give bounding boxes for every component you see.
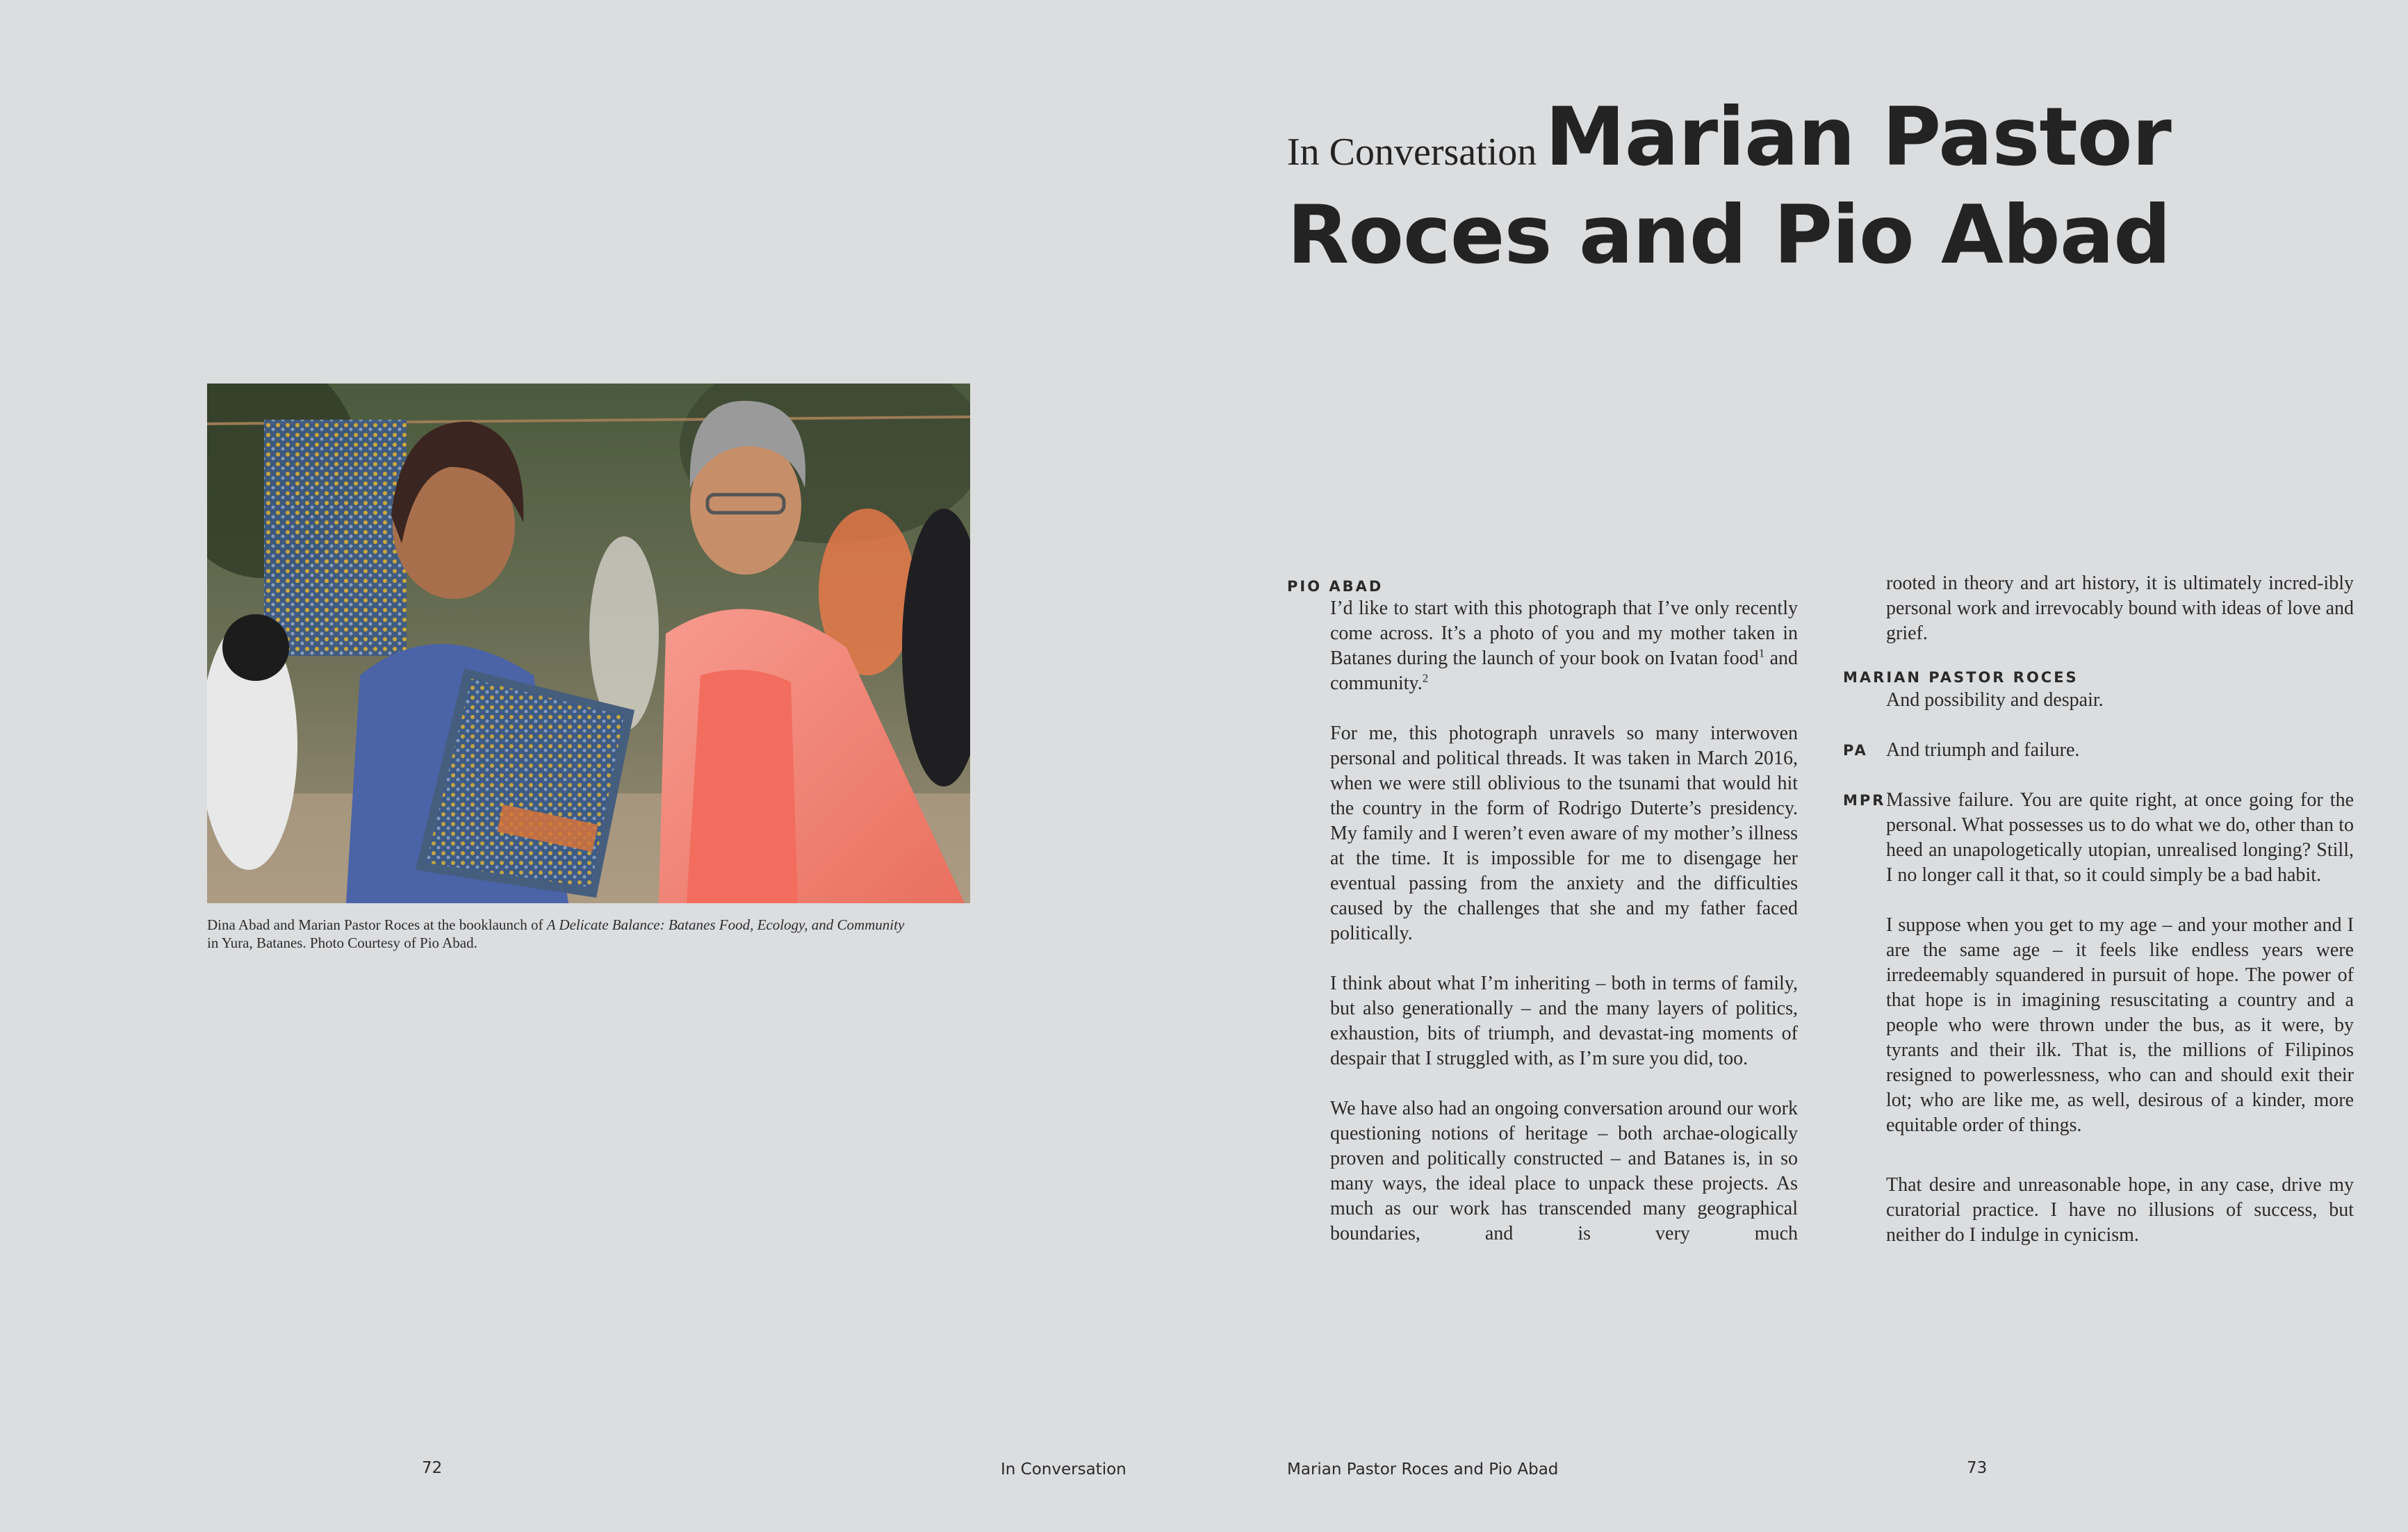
speaker-label: MARIAN PASTOR ROCES xyxy=(1843,669,2079,686)
paragraph: That desire and unreasonable hope, in any case, drive my curatorial practice. I have no illusions of success, but neither do I indulge in cynicism. xyxy=(1886,1174,2354,1246)
text-column-right xyxy=(1843,571,2354,1248)
caption-lead: Dina Abad and Marian Pastor Roces at the booklaunch of xyxy=(207,916,547,933)
footnote-marker: 1 xyxy=(1758,646,1765,660)
footer-section-label: In Conversation xyxy=(1001,1460,1127,1479)
paragraph: I suppose when you get to my age – and your mother and I are the same age – it feels like endless years were irredeemably squandered in pursuit of hope. The power of that hope is in imagining resuscitating a country and a people who were thrown under the bus, as it were, by tyrants and their ilk. That is, the millions of Filipinos resigned to powerlessness, who can and should exit their lot; who are like me, as well, desirous of a kinder, more equitable order of things. xyxy=(1886,914,2354,1136)
photo-caption xyxy=(207,916,978,952)
caption-rest: in Yura, Batanes. Photo Courtesy of Pio Abad. xyxy=(207,934,477,951)
speaker-label: MPR xyxy=(1843,792,1886,809)
footnote-marker: 2 xyxy=(1422,671,1429,685)
page-number-right: 73 xyxy=(1967,1459,1988,1477)
paragraph xyxy=(1287,596,1798,696)
paragraph: I think about what I’m inheriting – both in terms of family, but also generationally – and the many layers of politics, exhaustion, bits of triumph, and devastat-ing moments of despair that I struggled with, as I’m sure you did, too. xyxy=(1330,973,1798,1069)
title-prefix: In Conversation xyxy=(1287,131,1537,174)
article-title xyxy=(1287,90,2371,282)
paragraph: We have also had an ongoing conversation around our work questioning notions of heritage – both archae-ologically proven and politically constructed – and Batanes is, in so many ways, the ideal place to unpack these projects. As much as our work has transcended many geographical boundaries, and is very much xyxy=(1330,1098,1798,1244)
page-number-left: 72 xyxy=(422,1459,443,1477)
paragraph: And possibility and despair. xyxy=(1886,689,2104,711)
text-column-left xyxy=(1287,577,1798,1246)
speaker-label: PA xyxy=(1843,742,1868,759)
paragraph: For me, this photograph unravels so many interwoven personal and political threads. It was taken in March 2016, when we were still oblivious to the tsunami that would hit the country in the form of Rodrigo Duterte’s presidency. My family and I weren’t even aware of my mother’s illness at the time. It is impossible for me to disengage her eventual passing from the anxiety and the difficulties caused by the challenges that she and my father faced politically. xyxy=(1330,723,1798,944)
footer-running-title: Marian Pastor Roces and Pio Abad xyxy=(1287,1460,1559,1479)
dialogue-row xyxy=(1843,738,2354,763)
paragraph-text: and community. xyxy=(1330,648,1799,694)
paragraph: Massive failure. You are quite right, at once going for the personal. What possesses us to do what we do, other than to heed an unapologetically utopian, unrealised longing? Still, I no longer call it that, so it could simply be a bad habit. xyxy=(1886,789,2354,886)
speaker-label: PIO ABAD xyxy=(1287,578,1384,595)
caption-book-title: A Delicate Balance: Batanes Food, Ecology, and Community xyxy=(546,916,905,933)
title-main: Marian Pastor Roces and Pio Abad xyxy=(1287,90,2171,282)
photo-dina-abad-and-marian-pastor-roces xyxy=(207,384,970,903)
paragraph-text: I’d like to start with this photograph that I’ve only recently come across. It’s a photo of you and my mother taken in Batanes during the launch of your book on Ivatan food xyxy=(1330,598,1798,669)
dialogue-row xyxy=(1843,788,2354,888)
paragraph: rooted in theory and art history, it is ultimately incred-ibly personal work and irrevocably bound with ideas of love and grief. xyxy=(1886,573,2354,644)
paragraph: And triumph and failure. xyxy=(1886,739,2080,761)
